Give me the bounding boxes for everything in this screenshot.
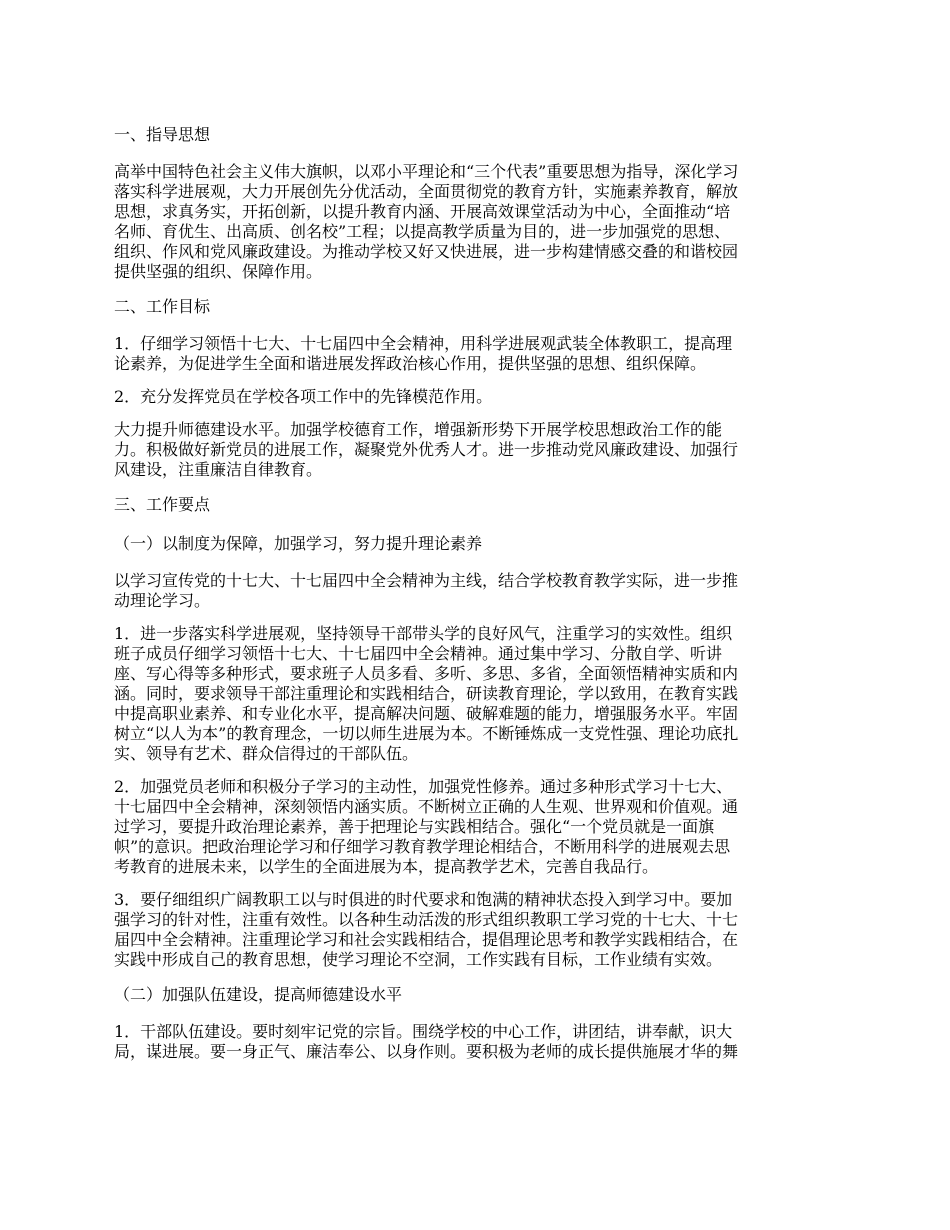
paragraph-study-3 xyxy=(114,890,842,970)
text-line: 提供坚强的组织、保障作用。 xyxy=(114,262,323,281)
text-line: 风建设，注重廉洁自律教育。 xyxy=(114,460,323,479)
section-heading-work-goals: 二、工作目标 xyxy=(114,297,211,316)
text-line: 2．加强党员老师和积极分子学习的主动性，加强党性修养。通过多种形式学习十七大、 xyxy=(114,777,733,796)
text-line: 十七届四中全会精神，深刻领悟内涵实质。不断树立正确的人生观、世界观和价值观。通 xyxy=(114,797,739,816)
text-line: 高举中国特色社会主义伟大旗帜，以邓小平理论和“三个代表”重要思想为指导，深化学习 xyxy=(114,162,739,181)
subsection-heading-team: （二）加强队伍建设，提高师德建设水平 xyxy=(114,985,403,1004)
paragraph-goal-2-detail xyxy=(114,420,842,480)
text-line: 中提高职业素养、和专业化水平，提高解决问题、破解难题的能力，增强服务水平。牢固 xyxy=(114,704,739,723)
text-line: 组织、作风和党风廉政建设。为推动学校又好又快进展，进一步构建情感交叠的和谐校园 xyxy=(114,242,739,261)
text-line: 树立“以人为本”的教育理念，一切以师生进展为本。不断锤炼成一支党性强、理论功底扎 xyxy=(114,724,739,743)
text-line: 落实科学进展观，大力开展创先分优活动，全面贯彻党的教育方针，实施素养教育，解放 xyxy=(114,182,739,201)
text-line: 力。积极做好新党员的进展工作，凝聚党外优秀人才。进一步推动党风廉政建设、加强行 xyxy=(114,440,739,459)
text-line: 实践中形成自己的教育思想，使学习理论不空洞，工作实践有目标，工作业绩有实效。 xyxy=(114,950,723,969)
text-line: 涵。同时，要求领导干部注重理论和实践相结合，研读教育理论，学以致用，在教育实践 xyxy=(114,684,739,703)
paragraph-guiding-ideology xyxy=(114,162,842,282)
subsection-heading-study: （一）以制度为保障，加强学习，努力提升理论素养 xyxy=(114,534,483,553)
text-line: 考教育的进展未来，以学生的全面进展为本，提高教学艺术，完善自我品行。 xyxy=(114,857,659,876)
text-line: 班子成员仔细学习领悟十七大、十七届四中全会精神。通过集中学习、分散自学、听讲 xyxy=(114,644,723,663)
text-line: 座、写心得等多种形式，要求班子人员多看、多听、多思、多省，全面领悟精神实质和内 xyxy=(114,664,739,683)
text-line: 思想，求真务实，开拓创新，以提升教育内涵、开展高效课堂活动为中心，全面推动“培 xyxy=(114,202,731,221)
text-line: 3．要仔细组织广阔教职工以与时俱进的时代要求和饱满的精神状态投入到学习中。要加 xyxy=(114,890,733,909)
text-line: 1．仔细学习领悟十七大、十七届四中全会精神，用科学进展观武装全体教职工，提高理 xyxy=(114,334,733,353)
paragraph-goal-2 xyxy=(114,387,842,407)
paragraph-study-1 xyxy=(114,624,842,764)
text-line: 帜”的意识。把政治理论学习和仔细学习教育教学理论相结合，不断用科学的进展观去思 xyxy=(114,837,731,856)
text-line: 名师、育优生、出高质、创名校”工程；以提高教学质量为目的，进一步加强党的思想、 xyxy=(114,222,731,241)
text-line: 以学习宣传党的十七大、十七届四中全会精神为主线，结合学校教育教学实际，进一步推 xyxy=(114,571,739,590)
paragraph-study-intro xyxy=(114,571,842,611)
text-line: 过学习，要提升政治理论素养，善于把理论与实践相结合。强化“一个党员就是一面旗 xyxy=(114,817,715,836)
paragraph-study-2 xyxy=(114,777,842,877)
text-line: 论素养，为促进学生全面和谐进展发挥政治核心作用，提供坚强的思想、组织保障。 xyxy=(114,354,707,373)
text-line: 1．进一步落实科学进展观，坚持领导干部带头学的良好风气，注重学习的实效性。组织 xyxy=(114,624,733,643)
text-line: 届四中全会精神。注重理论学习和社会实践相结合，提倡理论思考和教学实践相结合，在 xyxy=(114,930,739,949)
section-heading-work-points: 三、工作要点 xyxy=(114,495,211,514)
text-line: 局，谋进展。要一身正气、廉洁奉公、以身作则。要积极为老师的成长提供施展才华的舞 xyxy=(114,1042,739,1061)
text-line: 2．充分发挥党员在学校各项工作中的先锋模范作用。 xyxy=(114,387,493,406)
text-line: 大力提升师德建设水平。加强学校德育工作，增强新形势下开展学校思想政治工作的能 xyxy=(114,420,723,439)
paragraph-team-1 xyxy=(114,1022,842,1062)
section-heading-guiding-ideology: 一、指导思想 xyxy=(114,125,211,144)
text-line: 实、领导有艺术、群众信得过的干部队伍。 xyxy=(114,744,419,763)
text-line: 动理论学习。 xyxy=(114,591,211,610)
document-page xyxy=(114,123,842,1075)
text-line: 强学习的针对性，注重有效性。以各种生动活泼的形式组织教职工学习党的十七大、十七 xyxy=(114,910,739,929)
text-line: 1．干部队伍建设。要时刻牢记党的宗旨。围绕学校的中心工作，讲团结，讲奉献，识大 xyxy=(114,1022,733,1041)
paragraph-goal-1 xyxy=(114,334,842,374)
